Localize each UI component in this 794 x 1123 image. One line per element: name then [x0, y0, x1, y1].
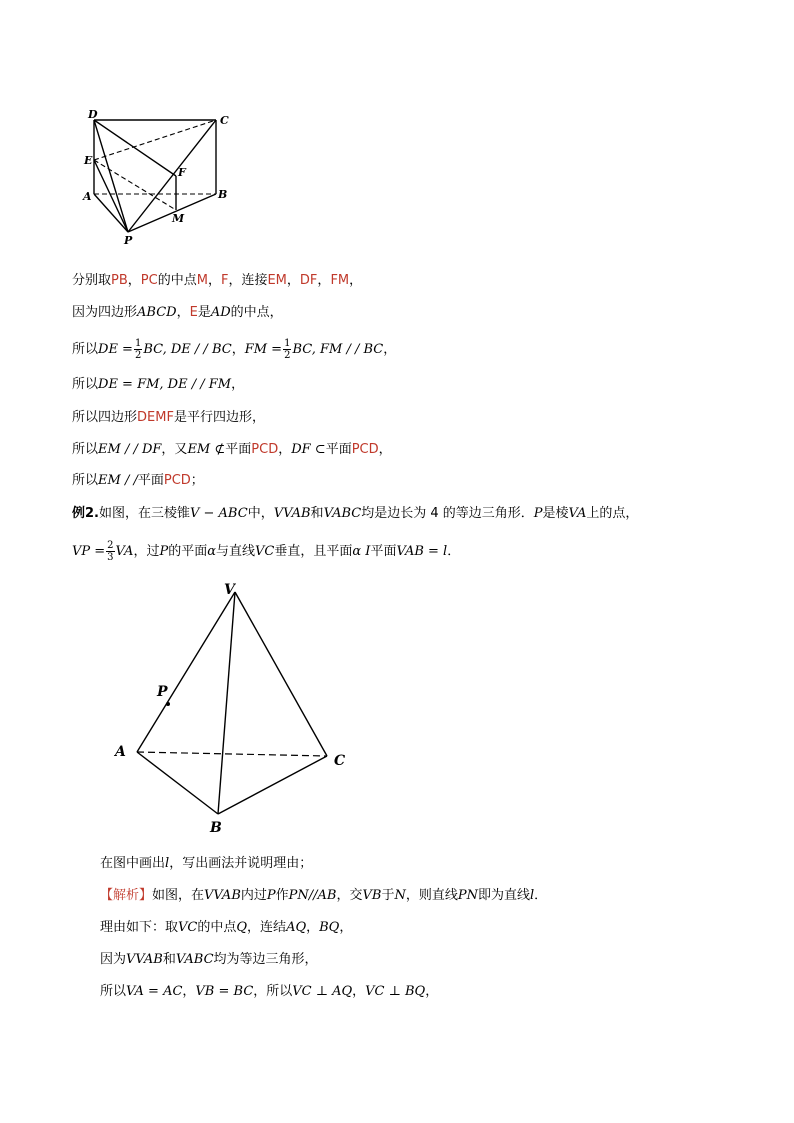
edge-AC-dashed — [137, 752, 327, 756]
edge-VC — [235, 592, 327, 756]
label-A: A — [83, 190, 92, 203]
label-P: P — [157, 684, 168, 700]
analysis-tag: 【解析】 — [100, 888, 153, 903]
label-D: D — [88, 108, 98, 121]
example2-line2: VP = $\frac{2}{3}$ VA，过P的平面α与直线VC垂直，且平面α I平面VAB = l． — [72, 540, 461, 563]
solution1-line6: 所以EM / / DF，又EM ⊄平面PCD，DF ⊂平面PCD， — [72, 442, 392, 457]
solution1-line7: 所以EM / /平面PCD； — [72, 473, 204, 488]
edge-EC-dashed — [94, 120, 216, 160]
edge-DP — [94, 120, 128, 232]
fraction-two-thirds: $\frac{2}{3}$ — [107, 540, 114, 563]
point-P — [166, 702, 170, 706]
solution1-line3: 所以DE = $\frac{1}{2}$ BC, DE / / BC，FM = $\frac{1}{2}$ BC, FM / / BC， — [72, 338, 397, 361]
fraction-one-half-2: $\frac{1}{2}$ — [284, 338, 291, 361]
example2-title: 例2. — [72, 506, 99, 521]
solution1-line1: 分别取PB，PC的中点M，F，连接EM，DF，FM， — [72, 273, 363, 288]
label-F: F — [178, 166, 186, 179]
label-P: P — [124, 234, 133, 247]
solution1-line2: 因为四边形ABCD，E是AD的中点， — [72, 305, 283, 320]
label-B: B — [210, 820, 222, 836]
analysis-line3: 因为VVAB和VABC均为等边三角形， — [100, 952, 318, 967]
analysis-line1: 【解析】如图，在VVAB内过P作PN//AB，交VB于N，则直线PN即为直线l． — [100, 888, 548, 903]
edge-VB — [218, 592, 235, 814]
label-E: E — [84, 154, 93, 167]
solution1-line5: 所以四边形DEMF是平行四边形， — [72, 410, 265, 425]
label-B: B — [218, 188, 228, 201]
figure-1-diagram — [80, 108, 240, 248]
label-C: C — [220, 114, 229, 127]
edge-VA — [137, 592, 235, 752]
figure-2-tetrahedron — [105, 578, 365, 840]
analysis-line4: 所以VA = AC，VB = BC，所以VC ⊥ AQ，VC ⊥ BQ， — [100, 984, 439, 999]
example2-line1: 例2.如图，在三棱锥V − ABC中，VVAB和VABC均是边长为 4 的等边三角形．P是棱VA上的点， — [72, 506, 639, 521]
label-A: A — [115, 744, 126, 760]
solution1-line4: 所以DE = FM, DE / / FM， — [72, 377, 245, 392]
fraction-one-half: $\frac{1}{2}$ — [134, 338, 142, 361]
edge-BC — [218, 756, 327, 814]
label-V: V — [224, 582, 235, 598]
analysis-line2: 理由如下：取VC的中点Q，连结AQ，BQ， — [100, 920, 353, 935]
edge-AB — [137, 752, 218, 814]
label-M: M — [172, 212, 185, 225]
task-line: 在图中画出l，写出画法并说明理由； — [100, 856, 313, 871]
edge-DF — [94, 120, 176, 176]
label-C: C — [334, 753, 346, 769]
